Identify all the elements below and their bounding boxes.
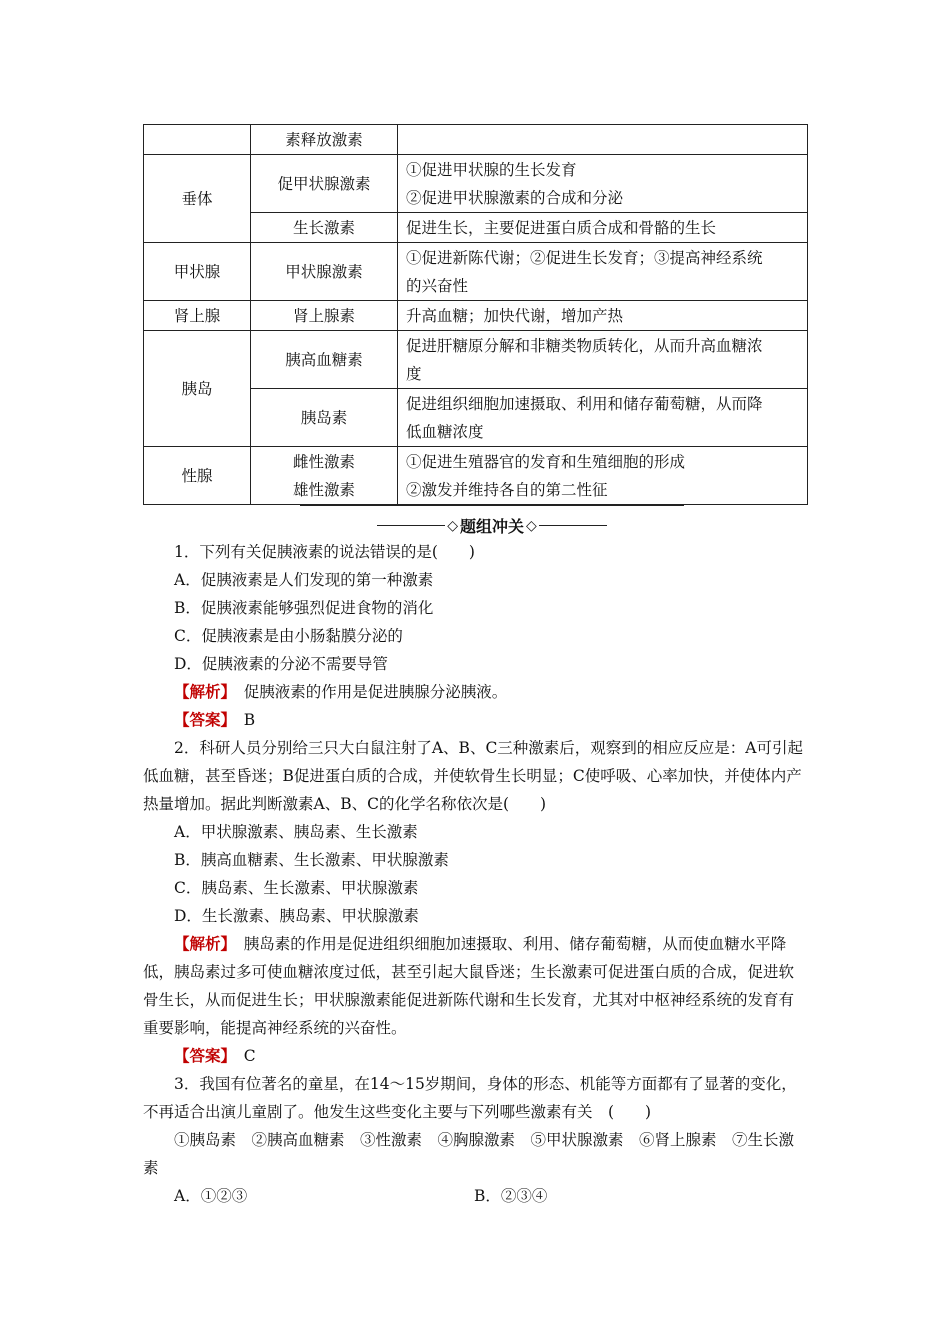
table-row	[144, 125, 808, 155]
section-title-text: 题组冲关	[459, 517, 524, 536]
table-row	[144, 243, 808, 301]
diamond-icon: ◇	[447, 517, 458, 534]
hormone-name: 生长激素	[292, 218, 355, 237]
divider	[300, 505, 684, 506]
gland-cell: 甲状腺	[144, 243, 251, 301]
hormone-cell	[251, 243, 398, 301]
answer-label: 【答案】	[174, 1046, 229, 1065]
answer-text: B	[243, 711, 256, 729]
hormone-cell	[251, 213, 398, 243]
option: D．促胰液素的分泌不需要导管	[174, 655, 388, 673]
option: A．甲状腺激素、胰岛素、生长激素	[174, 823, 418, 841]
function-text: 促进组织细胞加速摄取、利用和储存葡萄糖，从而降	[406, 394, 763, 413]
gland-cell: 胰岛	[144, 331, 251, 447]
question-stem: 3．我国有位著名的童星，在14～15岁期间，身体的形态、机能等方面都有了显著的变化，不再适合出演儿童剧了。他发生这些变化主要与下列哪些激素有关 ( )	[143, 1075, 797, 1121]
function-text: ②促进甲状腺激素的合成和分泌	[406, 188, 624, 207]
hormone-table	[143, 124, 808, 505]
analysis-label: 【解析】	[174, 682, 229, 701]
analysis-label: 【解析】	[174, 934, 229, 953]
function-cell	[398, 389, 808, 447]
hormone-name: 肾上腺素	[292, 306, 355, 325]
option: D．生长激素、胰岛素、甲状腺激素	[174, 907, 419, 925]
function-text: 促进生长，主要促进蛋白质合成和骨骼的生长	[406, 218, 717, 237]
gland-cell: 垂体	[144, 155, 251, 243]
option: C．促胰液素是由小肠黏膜分泌的	[174, 627, 403, 645]
hormone-name: 促甲状腺激素	[277, 174, 371, 193]
diamond-icon: ◇	[526, 517, 537, 534]
answer	[143, 1042, 809, 1070]
analysis	[143, 678, 809, 706]
function-text: ①促进新陈代谢；②促进生长发育；③提高神经系统	[406, 248, 763, 267]
section-title	[300, 505, 684, 539]
function-text: 促进肝糖原分解和非糖类物质转化，从而升高血糖浓	[406, 336, 763, 355]
option: A．促胰液素是人们发现的第一种激素	[174, 571, 434, 589]
function-cell	[398, 125, 808, 155]
gland-cell: 肾上腺	[144, 301, 251, 331]
answer-label: 【答案】	[174, 710, 229, 729]
answer-text: C	[243, 1047, 256, 1065]
hormone-cell	[251, 125, 398, 155]
hormone-name: 素释放激素	[285, 130, 363, 149]
function-text: ①促进甲状腺的生长发育	[406, 160, 577, 179]
hormone-cell	[251, 389, 398, 447]
analysis-text: 促胰液素的作用是促进胰腺分泌胰液。	[243, 683, 508, 701]
function-cell	[398, 243, 808, 301]
table-row	[144, 331, 808, 389]
divider	[377, 525, 445, 526]
analysis-text: 胰岛素的作用是促进组织细胞加速摄取、利用、储存葡萄糖，从而使血糖水平降低，胰岛素过多可使血糖浓度过低，甚至引起大鼠昏迷；生长激素可促进蛋白质的合成，促进软骨生长，从而促进生长；甲状腺激素能促进新陈代谢和生长发育，尤其对中枢神经系统的发育有重要影响，能提高神经系统的兴奋性。	[143, 935, 795, 1037]
option: A．①②③	[174, 1187, 248, 1205]
question-list	[143, 538, 809, 1210]
function-text: 低血糖浓度	[406, 422, 484, 441]
function-cell	[398, 301, 808, 331]
function-cell	[398, 331, 808, 389]
function-text: ①促进生殖器官的发育和生殖细胞的形成	[406, 452, 686, 471]
function-cell	[398, 213, 808, 243]
question-stem: 2．科研人员分别给三只大白鼠注射了A、B、C三种激素后，观察到的相应反应是：A可引起低血糖，甚至昏迷；B促进蛋白质的合成，并使软骨生长明显；C使呼吸、心率加快，并使体内产热量增加。据此判断激素A、B、C的化学名称依次是( )	[143, 739, 804, 813]
hormone-cell	[251, 155, 398, 213]
hormone-cell	[251, 301, 398, 331]
hormone-name: 胰岛素	[300, 408, 348, 427]
hormone-name: 雌性激素	[292, 452, 355, 471]
option: C．胰岛素、生长激素、甲状腺激素	[174, 879, 419, 897]
function-text: 的兴奋性	[406, 276, 469, 295]
gland-cell	[144, 125, 251, 155]
table-row	[144, 301, 808, 331]
table-row	[144, 447, 808, 505]
function-text: ②激发并维持各自的第二性征	[406, 480, 608, 499]
hormone-cell	[251, 447, 398, 505]
hormone-cell	[251, 331, 398, 389]
function-cell	[398, 447, 808, 505]
table-row	[144, 155, 808, 213]
question-items: ①胰岛素 ②胰高血糖素 ③性激素 ④胸腺激素 ⑤甲状腺激素 ⑥肾上腺素 ⑦生长激素	[143, 1131, 795, 1177]
answer	[143, 706, 809, 734]
option: B．②③④	[474, 1187, 548, 1205]
divider	[539, 525, 607, 526]
hormone-name: 甲状腺激素	[285, 262, 363, 281]
function-text: 度	[406, 364, 422, 383]
hormone-name: 胰高血糖素	[285, 350, 363, 369]
function-cell	[398, 155, 808, 213]
gland-cell: 性腺	[144, 447, 251, 505]
option: B．促胰液素能够强烈促进食物的消化	[174, 599, 434, 617]
question-stem: 1．下列有关促胰液素的说法错误的是( )	[174, 543, 475, 561]
function-text: 升高血糖；加快代谢，增加产热	[406, 306, 624, 325]
hormone-name: 雄性激素	[292, 480, 355, 499]
option-row	[143, 1182, 809, 1210]
option: B．胰高血糖素、生长激素、甲状腺激素	[174, 851, 449, 869]
analysis	[143, 930, 809, 1042]
